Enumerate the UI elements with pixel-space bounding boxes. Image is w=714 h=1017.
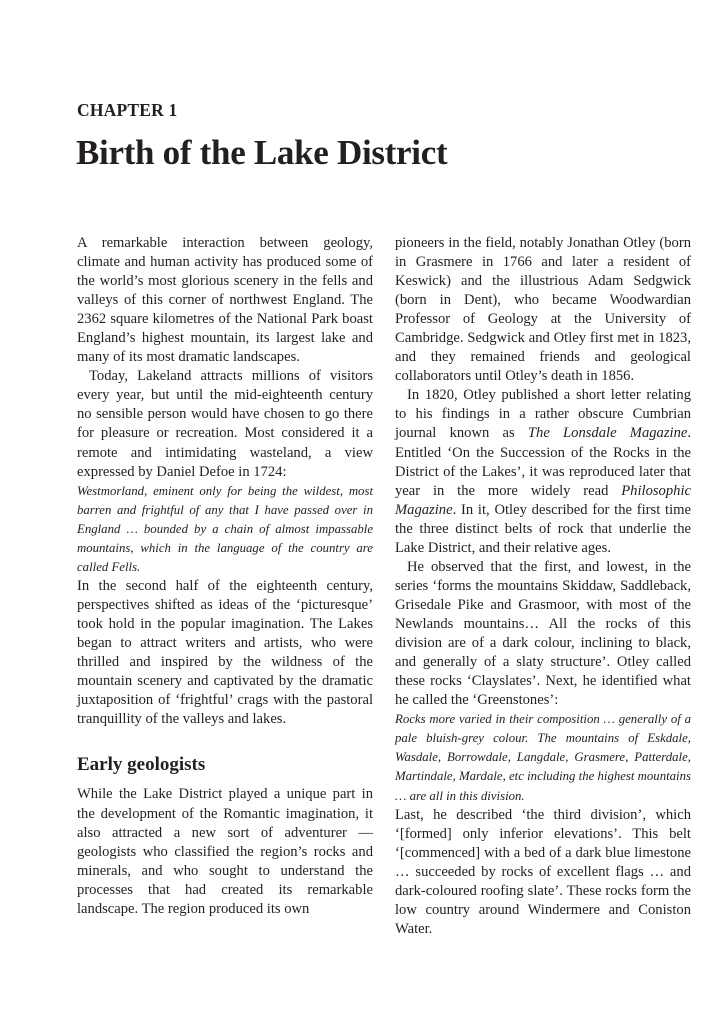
paragraph-geologists: While the Lake District played a unique part in the development of the Romantic imagination, it also attracted a new sort of adventurer — geologists who classified the region’s rocks and minerals, and who sought to understand the processes that had created its remarkable landscape. The region produced its own bbox=[77, 786, 373, 917]
text-span: In 1820, Otley published a short letter relating to his findings in a rather obscure Cumbrian journal known as bbox=[395, 387, 691, 442]
chapter-label: CHAPTER 1 bbox=[77, 100, 178, 120]
right-column bbox=[395, 234, 691, 939]
chapter-title: Birth of the Lake District bbox=[76, 133, 448, 172]
left-column bbox=[77, 234, 373, 919]
section-heading-early-geologists: Early geologists bbox=[77, 754, 206, 776]
paragraph-third-division: Last, he described ‘the third division’, which ‘[formed] only inferior elevations’. This belt ‘[commenced] with a bed of a dark blue limestone … succeeded by rocks of excellent flags … and dark-coloured roofing slate’. These rocks form the low country around Windermere and Coniston Water. bbox=[395, 806, 691, 937]
paragraph-picturesque: In the second half of the eighteenth century, perspectives shifted as ideas of the ‘picturesque’ took hold in the popular imagination. The Lakes began to attract writers and artists, who were thrilled and inspired by the wildness of the mountain scenery and captivated by the dramatic juxtaposition of ‘frightful’ crags with the pastoral tranquillity of the valleys and lakes. bbox=[77, 578, 373, 728]
paragraph-intro: A remarkable interaction between geology, climate and human activity has produced some of the world’s most glorious scenery in the fells and valleys of this corner of northwest England. The 2362 square kilometres of the National Park boast England’s highest mountain, its largest lake and many of its most dramatic landscapes. bbox=[77, 235, 373, 366]
paragraph-observed: He observed that the first, and lowest, in the series ‘forms the mountains Skiddaw, Saddleback, Grisedale Pike and Grasmoor, with most of the Newlands mountains… All the rocks of this division are of a dark colour, inclining to black, and generally of a slaty structure’. Otley called these rocks ‘Clayslates’. Next, he identified what he called the ‘Greenstones’: bbox=[395, 558, 691, 709]
paragraph-pioneers: pioneers in the field, notably Jonathan Otley (born in Grasmere in 1766 and later a resident of Keswick) and the illustrious Adam Sedgwick (born in Dent), who became Woodwardian Professor of Geology at the University of Cambridge. Sedgwick and Otley first met in 1823, and they remained friends and geological collaborators until Otley’s death in 1856. bbox=[395, 235, 691, 385]
journal-title-lonsdale: The Lonsdale Magazine bbox=[527, 425, 688, 442]
paragraph-otley-1820 bbox=[395, 386, 691, 557]
text-span: . In it, Otley described for the first time the three distinct belts of rock that underlie the Lake District, and their relative ages. bbox=[395, 501, 691, 556]
greenstones-quote: Rocks more varied in their composition … generally of a pale bluish-grey colour. The mountains of Eskdale, Wasdale, Borrowdale, Langdale, Grasmere, Patterdale, Martindale, Mardale, etc including the highest mountains … are all in this division. bbox=[395, 712, 691, 803]
paragraph-today: Today, Lakeland attracts millions of visitors every year, but until the mid-eighteenth century no sensible person would have chosen to go there for pleasure or recreation. Most considered it a remote and intimidating wasteland, a view expressed by Daniel Defoe in 1724: bbox=[77, 368, 373, 480]
journal-title-philosophic: Philosophic Magazine bbox=[395, 482, 691, 518]
text-span: . Entitled ‘On the Succession of the Rocks in the District of the Lakes’, it was reproduced later that year in the more widely read bbox=[395, 425, 691, 499]
defoe-quote: Westmorland, eminent only for being the wildest, most barren and frightful of any that I have passed over in England … bounded by a chain of almost impassable mountains, which in the language of the country are called Fells. bbox=[77, 483, 373, 574]
